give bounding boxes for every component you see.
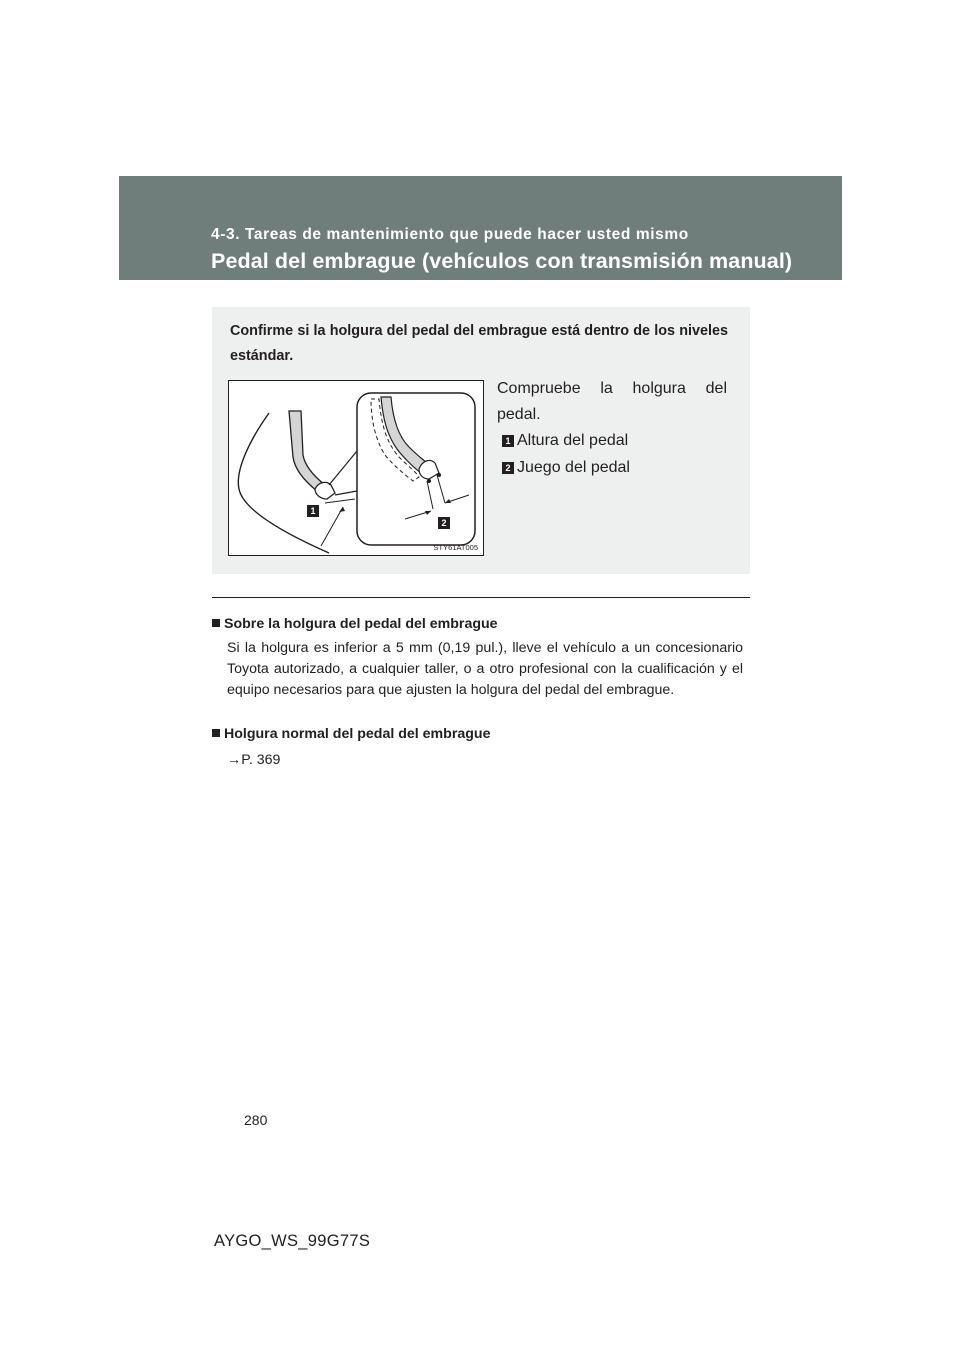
square-bullet-icon	[212, 729, 220, 737]
chapter-header	[119, 176, 842, 280]
note-heading: Sobre la holgura del pedal del embrague	[212, 616, 498, 632]
square-bullet-icon	[212, 619, 220, 627]
section-label: 4-3. Tareas de mantenimiento que puede hacer usted mismo	[211, 226, 689, 243]
note-heading: Holgura normal del pedal del embrague	[212, 726, 490, 742]
clutch-pedal-illustration	[229, 381, 485, 557]
clutch-pedal-figure	[228, 380, 484, 556]
instruction-text: Compruebe la holgura del pedal.	[497, 380, 727, 423]
callout-1: 1	[307, 505, 319, 517]
intro-text: Confirme si la holgura del pedal del embrague está dentro de los niveles estándar.	[230, 323, 728, 364]
page-reference: →P. 369	[227, 752, 281, 768]
legend-item	[502, 432, 628, 450]
legend-number: 2	[502, 462, 514, 474]
page-title: Pedal del embrague (vehículos con transmisión manual)	[211, 249, 793, 273]
document-code: AYGO_WS_99G77S	[214, 1232, 371, 1250]
legend-label: Altura del pedal	[517, 432, 629, 449]
legend-item	[502, 459, 630, 477]
note-text: Si la holgura es inferior a 5 mm (0,19 pul.), lleve el vehículo a un concesionario Toyota autorizado, a cualquier taller, o a otro profesional con la cualificación y el equipo necesarios para que ajusten la holgura del pedal del embrague.	[227, 640, 743, 698]
callout-2: 2	[438, 517, 450, 529]
figure-code: STY61AT005	[433, 543, 478, 552]
legend-number: 1	[502, 435, 514, 447]
page-number: 280	[244, 1112, 268, 1128]
legend-label: Juego del pedal	[517, 459, 630, 476]
info-box	[212, 307, 750, 574]
section-divider	[212, 597, 750, 598]
